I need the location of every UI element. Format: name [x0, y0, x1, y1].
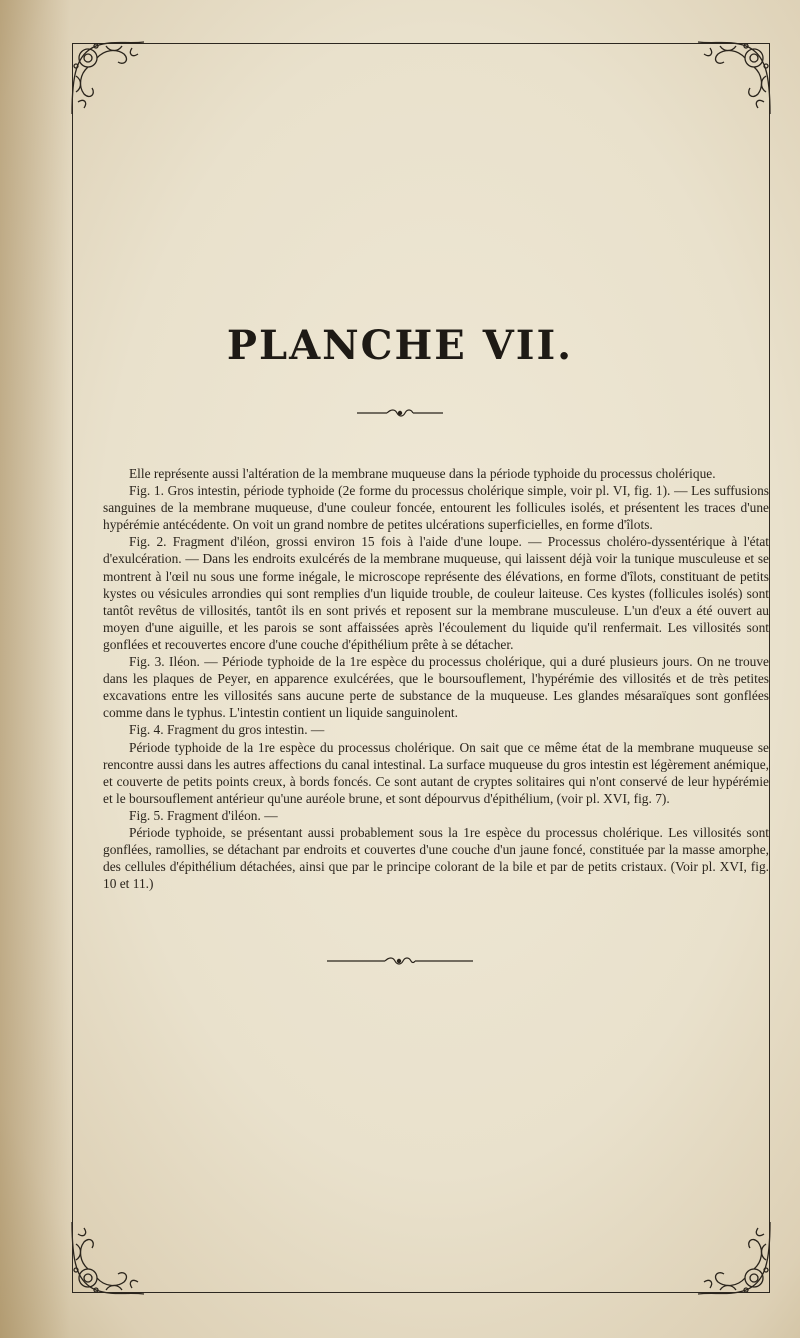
fig-5-heading: Fig. 5. Fragment d'iléon. —	[129, 807, 278, 823]
flourish-corner-icon	[692, 1216, 776, 1300]
plate-description	[103, 465, 769, 892]
fig-5-paragraph: Période typhoide, se présentant aussi probablement sous la 1re espèce du processus cholérique. Les villosités sont gonflées, ramollies, se détachant par endroits et couvertes d'une couche d'un jaune foncé, constituée par la masse amorphe, des cellules d'épithélium détachées, ainsi que par le principe colorant de la bile et par de petits cristaux. (Voir pl. XVI, fig. 10 et 11.)	[103, 824, 769, 892]
ornamental-rule-icon	[0, 952, 800, 971]
fig-4-heading: Fig. 4. Fragment du gros intestin. —	[129, 722, 325, 738]
flourish-corner-icon	[66, 36, 150, 120]
flourish-corner-icon	[66, 1216, 150, 1300]
fig-2-paragraph: Fig. 2. Fragment d'iléon, grossi environ 15 fois à l'aide d'une loupe. — Processus choléro-dyssentérique à l'état d'exulcération. — Dans les endroits exulcérés de la membrane muqueuse, qui laissent déjà voir la tunique musculeuse et se montrent à l'œil nu sous une forme inégale, le microscope représente des élévations, en forme d'îlots, constituant de petits kystes ou vésicules arrondies qui sont remplies d'un liquide trouble, de couleur laiteuse. Ces kystes (follicules isolés) sont tantôt revêtus de villosités, tantôt ils en sont privés et reposent sur la membrane musculeuse. L'un d'eux a été ouvert au moyen d'une aiguille, et les parois se sont affaissées après l'écoulement du liquide qu'il renfermait. Les villosités sont gonflées et recouvertes encore d'une couche d'épithélium prête à se détacher.	[103, 534, 769, 652]
fig-1-paragraph: Fig. 1. Gros intestin, période typhoide (2e forme du processus cholérique simple, voir pl. VI, fig. 1). — Les suffusions sanguines de la membrane muqueuse, d'une couleur foncée, entourent les follicules isolés, et présentent les traces d'une hypérémie antécédente. On voit un grand nombre de petites ulcérations superficielles, en forme d'îlots.	[103, 483, 769, 533]
fig-3-paragraph: Fig. 3. Iléon. — Période typhoide de la 1re espèce du processus cholérique, qui a duré plusieurs jours. On ne trouve dans les plaques de Peyer, en apparence exulcérées, que le boursouflement, l'hypérémie des villosités et de très petites excavations entre les villosités sans aucune perte de substance de la muqueuse. Les glandes mésaraïques sont gonflées comme dans le typhus. L'intestin contient un liquide sanguinolent.	[103, 654, 769, 721]
fig-4-paragraph: Période typhoide de la 1re espèce du processus cholérique. On sait que ce même état de la membrane muqueuse se rencontre aussi dans les autres affections du canal intestinal. La surface muqueuse du gros intestin est légèrement anémique, et couverte de petits points creux, à bords foncés. Ce sont autant de cryptes solitaires qui n'ont conservé de leur hypérémie et le boursouflement antérieur qu'une auréole brune, et sont dépourvus d'épithélium, (voir pl. XVI, fig. 7).	[103, 739, 769, 806]
plate-title: PLANCHE VII.	[226, 322, 574, 369]
ornamental-rule-icon	[0, 404, 800, 423]
flourish-corner-icon	[692, 36, 776, 120]
intro-paragraph: Elle représente aussi l'altération de la membrane muqueuse dans la période typhoide du processus cholérique.	[129, 466, 716, 481]
